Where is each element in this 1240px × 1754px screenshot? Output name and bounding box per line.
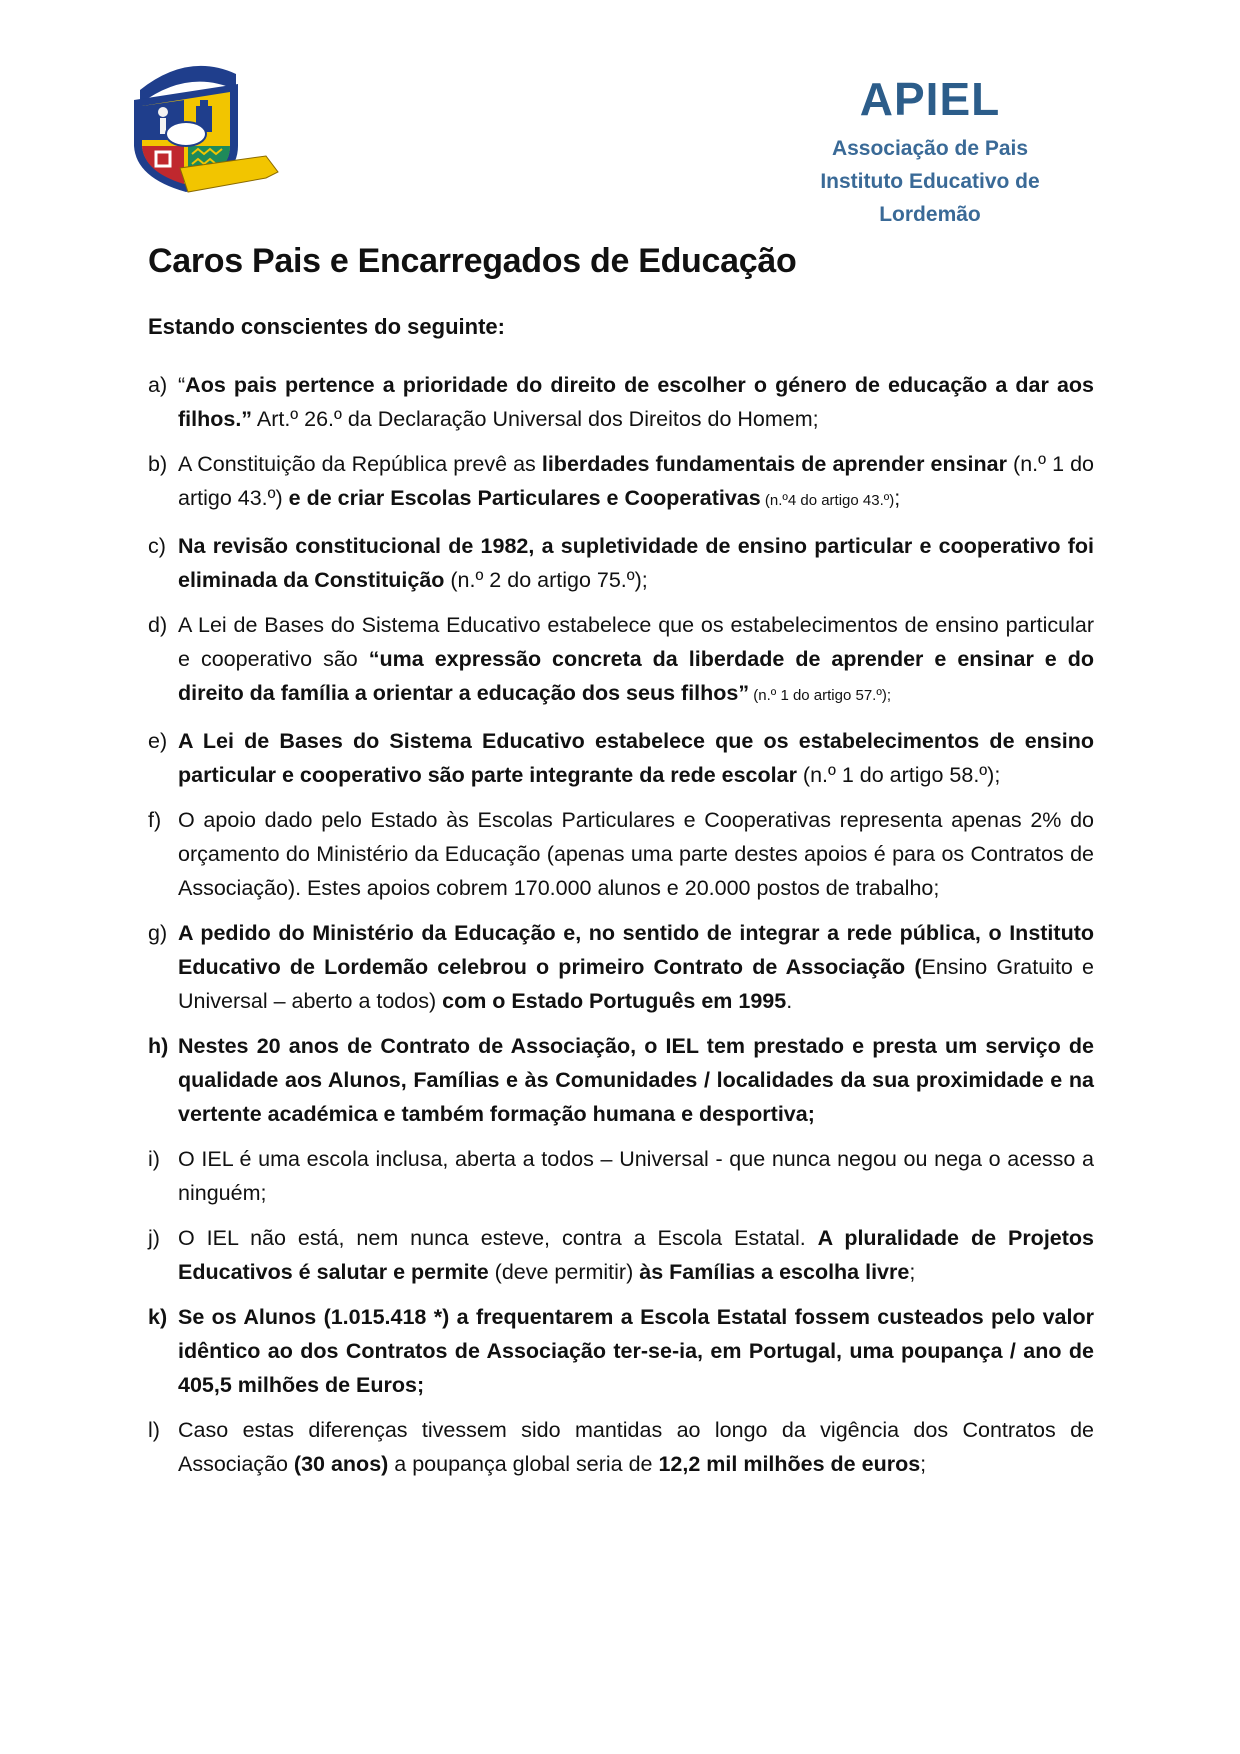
list-item-text-run: (n.º4 do artigo 43.º) <box>760 492 895 509</box>
iel-crest-logo <box>128 60 288 210</box>
list-item <box>148 1142 1094 1210</box>
list-item <box>148 916 1094 1018</box>
list-item-text-run: com o Estado Português em 1995 <box>436 989 787 1013</box>
list-item-text-run: Na revisão constitucional de 1982, a supletividade de ensino particular e cooperativo foi eliminada da Constituição <box>178 534 1094 592</box>
list-item-text-run: A Lei de Bases do Sistema Educativo estabelece que os estabelecimentos de ensino particular e cooperativo são <box>178 613 1094 671</box>
list-item <box>148 1029 1094 1131</box>
list-item-text-run: A Lei de Bases do Sistema Educativo estabelece que os estabelecimentos de ensino particular e cooperativo são parte integrante da rede escolar <box>178 729 1094 787</box>
list-item-text-run: “uma expressão concreta da liberdade de aprender e ensinar e do direito da família a orientar a educação dos seus filhos” <box>178 647 1095 705</box>
list-item-text-run: O IEL é uma escola inclusa, aberta a todos – Universal - que nunca negou ou nega o acesso a ninguém; <box>178 1147 1094 1205</box>
list-item-marker: e) <box>148 729 168 753</box>
org-name-line: Lordemão <box>879 203 981 226</box>
list-item-text <box>178 1142 1094 1210</box>
list-item-marker: b) <box>148 452 168 476</box>
list-item-text-run: O apoio dado pelo Estado às Escolas Particulares e Cooperativas representa apenas 2% do orçamento do Ministério da Educação (apenas uma parte destes apoios é para os Contratos de Associação). Estes apoios cobrem 170.000 alunos e 20.000 postos de trabalho; <box>178 808 1094 900</box>
list-item-text-run: ; <box>920 1452 927 1476</box>
list-item-marker: h) <box>148 1034 169 1058</box>
list-item <box>148 1221 1094 1289</box>
list-item <box>148 1413 1094 1481</box>
list-item <box>148 1300 1094 1402</box>
list-item-text-run: (deve permitir) <box>488 1260 640 1284</box>
list-item-text-run: Nestes 20 anos de Contrato de Associação, o IEL tem prestado e presta um serviço de qualidade aos Alunos, Famílias e às Comunidades / localidades da sua proximidade e na vertente académica e também formação humana e desportiva; <box>178 1034 1094 1126</box>
list-item-text-run: (n.º 1 do artigo 57.º); <box>749 687 891 704</box>
list-item-text <box>178 1221 1094 1289</box>
list-item-marker: g) <box>148 921 168 945</box>
list-item-text <box>178 1029 1094 1131</box>
list-item-marker: a) <box>148 373 168 397</box>
list-item-text-run: (n.º 2 do artigo 75.º); <box>444 568 648 592</box>
list-item-text <box>178 447 1094 518</box>
list-item-marker: f) <box>148 808 162 832</box>
list-item-marker: d) <box>148 613 168 637</box>
org-name <box>780 132 1080 231</box>
list-item-text <box>178 916 1094 1018</box>
list-item-text-run: A pluralidade de Projetos Educativos é salutar e permite <box>178 1226 1094 1284</box>
list-item-text-run: ; <box>909 1260 916 1284</box>
list-item-text <box>178 1413 1094 1481</box>
list-item-text-run: Caso estas diferenças tivessem sido mantidas ao longo da vigência dos Contratos de Associação <box>178 1418 1094 1476</box>
list-item-text-run: 12,2 mil milhões de euros <box>658 1452 921 1476</box>
list-item-text-run: . <box>786 989 793 1013</box>
page-title: Caros Pais e Encarregados de Educação <box>148 242 797 280</box>
list-item <box>148 803 1094 905</box>
list-item-text-run: e de criar Escolas Particulares e Cooperativas <box>288 486 761 510</box>
org-header <box>780 70 1080 231</box>
list-item-text <box>178 1300 1094 1402</box>
list-item-text-run: Ensino Gratuito e Universal – aberto a todos) <box>178 955 1094 1013</box>
list-item-text-run: Art.º 26.º da Declaração Universal dos Direitos do Homem; <box>252 407 819 431</box>
list-item-text-run: às Famílias a escolha livre <box>639 1260 910 1284</box>
list-item <box>148 447 1094 518</box>
list-item-text <box>178 529 1094 597</box>
statement-list <box>148 368 1094 1492</box>
intro-text: Estando conscientes do seguinte: <box>148 314 505 339</box>
list-item-text-run: O IEL não está, nem nunca esteve, contra a Escola Estatal. <box>178 1226 818 1250</box>
list-item-text <box>178 724 1094 792</box>
list-item-text <box>178 803 1094 905</box>
list-item <box>148 608 1094 713</box>
list-item-text-run: A pedido do Ministério da Educação e, no sentido de integrar a rede pública, o Instituto Educativo de Lordemão celebrou o primeiro Contrato de Associação ( <box>178 921 1094 979</box>
list-item <box>148 529 1094 597</box>
list-item-text-run: a poupança global seria de <box>388 1452 659 1476</box>
list-item-text-run: Aos pais pertence a prioridade do direito de escolher o género de educação a dar aos filhos.” <box>178 373 1094 431</box>
list-item-marker: l) <box>148 1418 160 1442</box>
org-name-line: Associação de Pais <box>831 137 1029 160</box>
org-acronym: APIEL <box>859 73 1001 125</box>
org-name-line: Instituto Educativo de <box>820 170 1040 193</box>
list-item-text-run: (30 anos) <box>293 1452 389 1476</box>
list-item-text-run: ; <box>894 486 901 510</box>
list-item-text-run: “ <box>178 373 186 397</box>
list-item-marker: i) <box>148 1147 160 1171</box>
list-item-text-run: (n.º 1 do artigo 58.º); <box>796 763 1001 787</box>
list-item-text-run: (n.º 1 do artigo 43.º) <box>178 452 1094 510</box>
list-item-text-run: A Constituição da República prevê as <box>178 452 542 476</box>
list-item-text-run: Se os Alunos (1.015.418 *) a frequentarem a Escola Estatal fossem custeados pelo valor idêntico ao dos Contratos de Associação ter-se-ia, em Portugal, uma poupança / ano de 405,5 milhões de Euros; <box>178 1305 1094 1397</box>
list-item-marker: k) <box>148 1305 168 1329</box>
list-item-text <box>178 608 1094 713</box>
list-item-text <box>178 368 1094 436</box>
list-item-marker: c) <box>148 534 166 558</box>
list-item-text-run: liberdades fundamentais de aprender ensinar <box>541 452 1007 476</box>
list-item-marker: j) <box>148 1226 160 1250</box>
list-item <box>148 368 1094 436</box>
list-item <box>148 724 1094 792</box>
